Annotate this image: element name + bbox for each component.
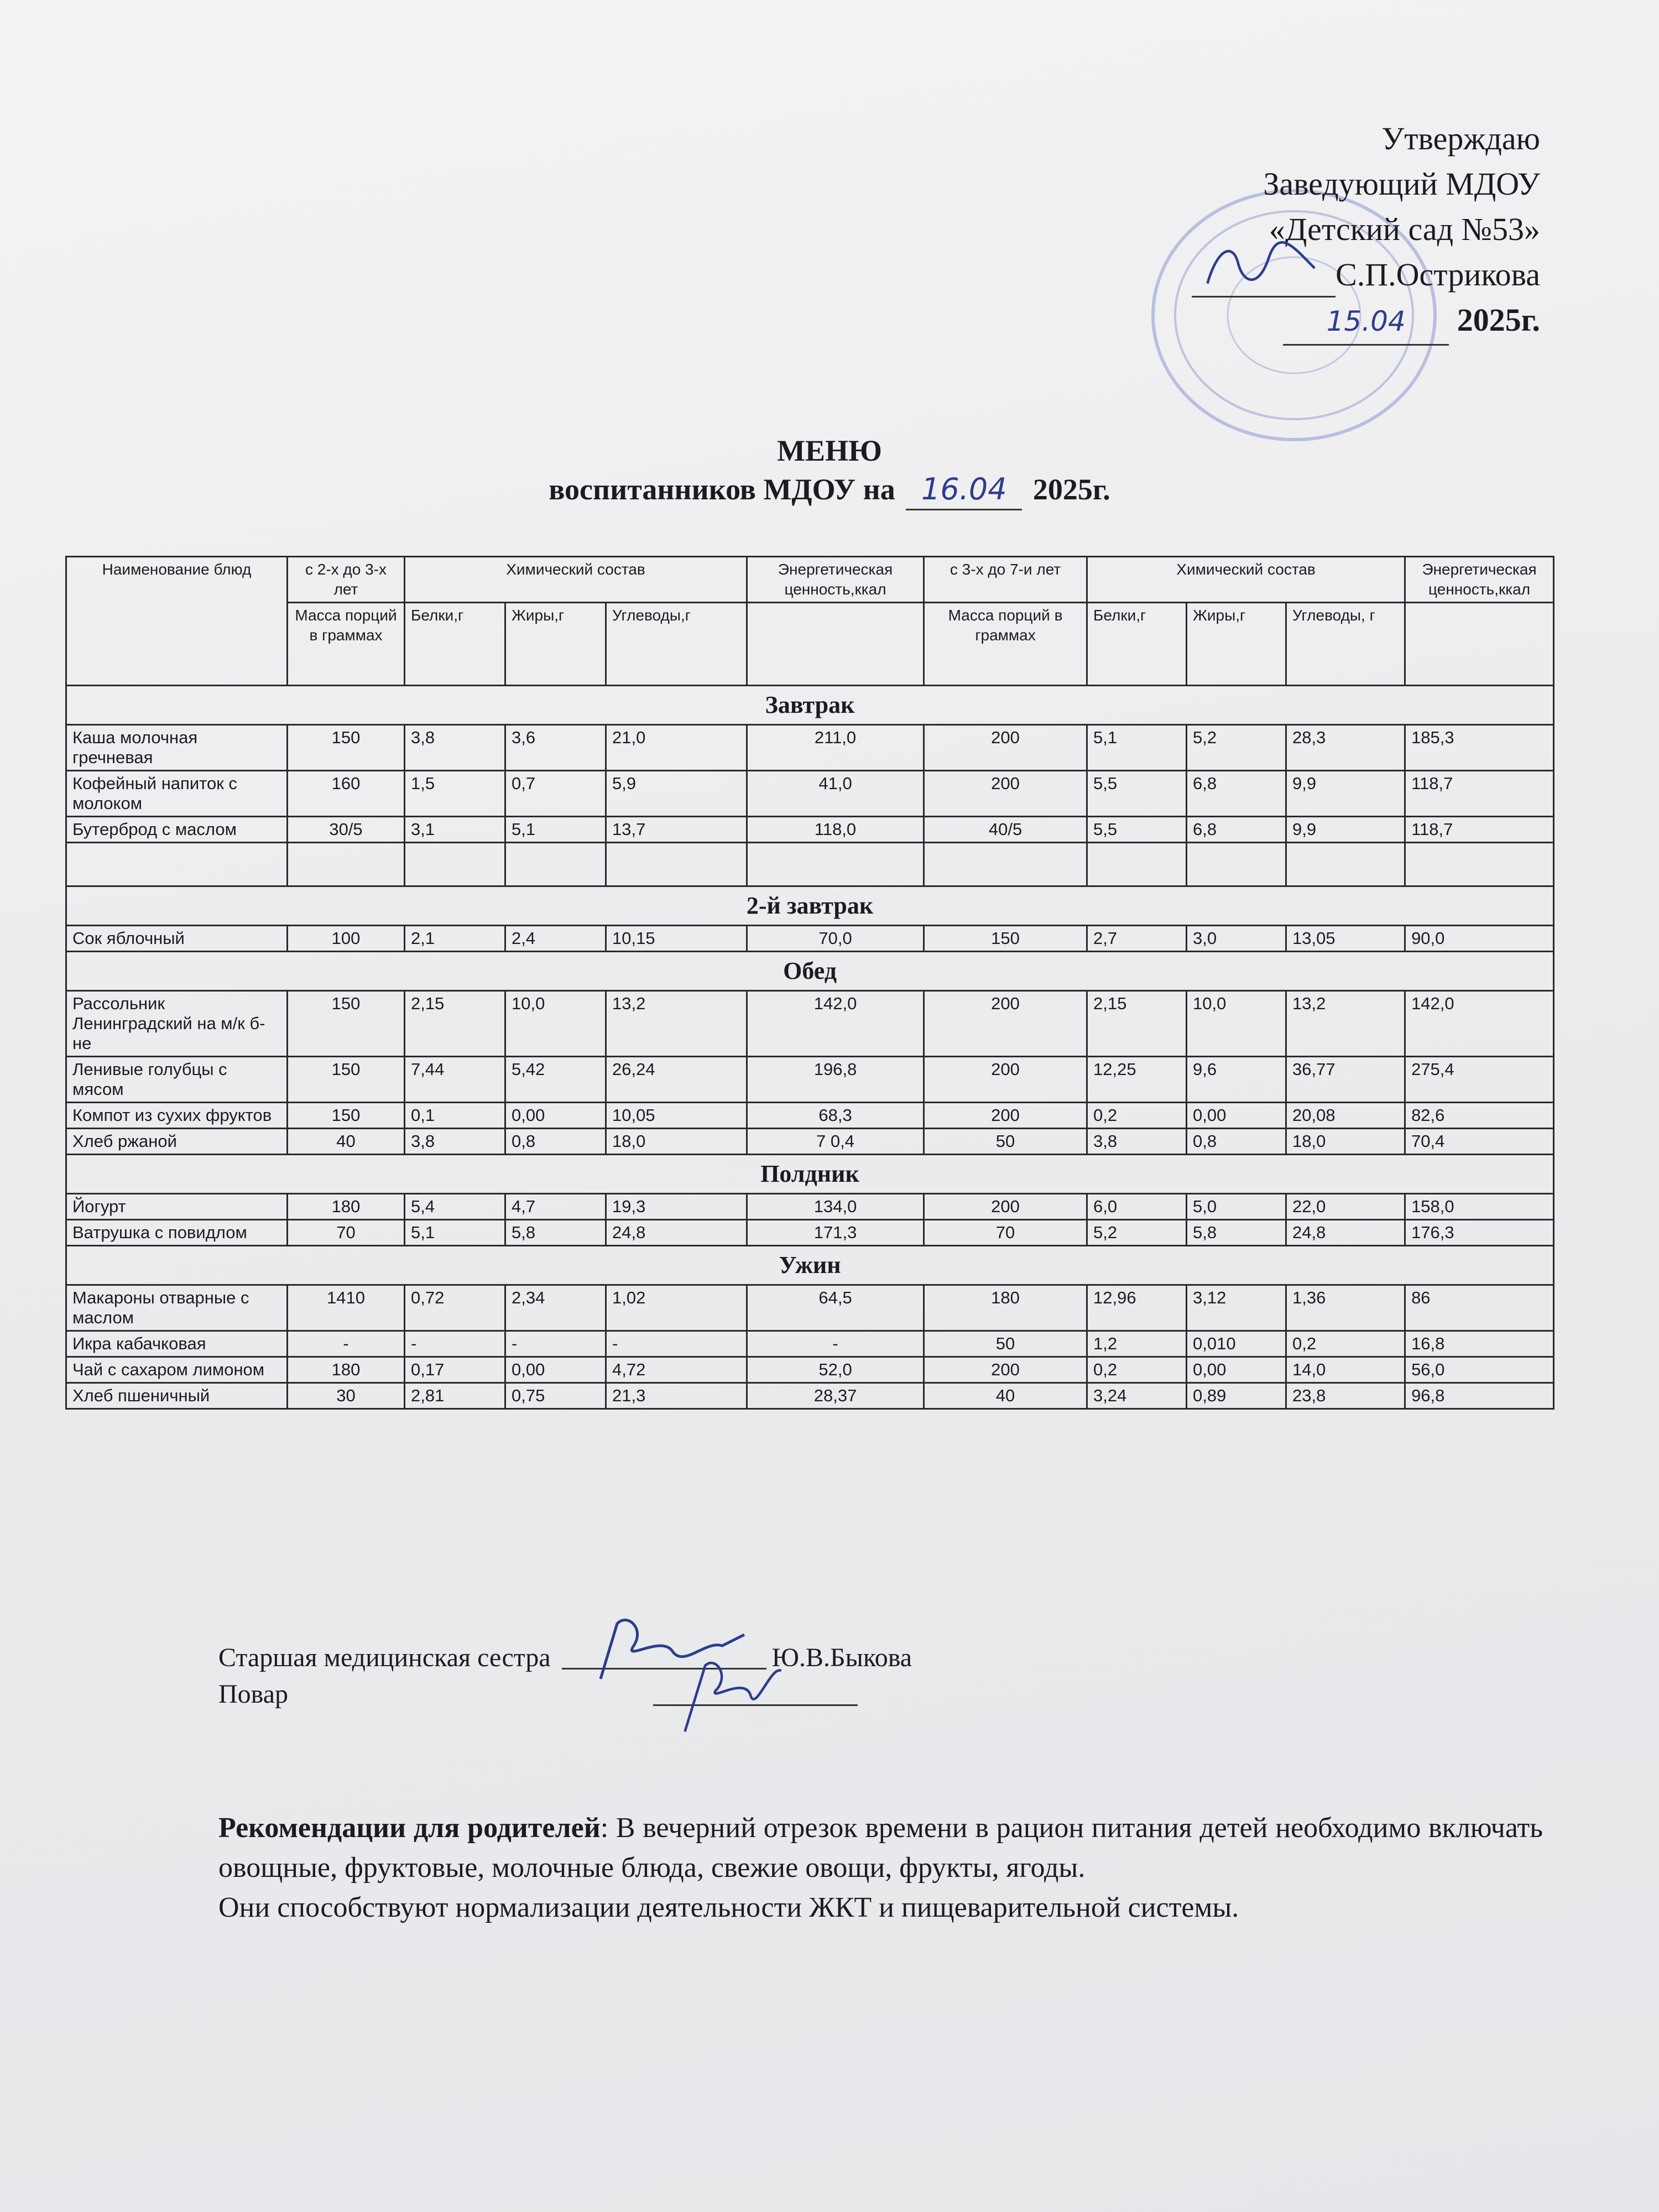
table-row xyxy=(66,817,1554,843)
value-cell: 5,5 xyxy=(1087,771,1187,817)
value-cell: 160 xyxy=(288,771,405,817)
dish-name-cell: Компот из сухих фруктов xyxy=(66,1103,288,1129)
value-cell xyxy=(606,843,747,886)
section-title: Полдник xyxy=(66,1155,1554,1194)
value-cell: 12,25 xyxy=(1087,1057,1187,1103)
table-row xyxy=(66,1285,1554,1331)
section-header xyxy=(66,886,1554,926)
table-row xyxy=(66,1383,1554,1409)
table-row xyxy=(66,1129,1554,1155)
value-cell: 18,0 xyxy=(1286,1129,1405,1155)
value-cell: 52,0 xyxy=(747,1357,924,1383)
value-cell: 200 xyxy=(924,1103,1087,1129)
value-cell: 28,3 xyxy=(1286,725,1405,771)
section-header xyxy=(66,1246,1554,1285)
section-title: Обед xyxy=(66,952,1554,991)
dish-name-cell xyxy=(66,843,288,886)
value-cell xyxy=(1187,843,1286,886)
value-cell: 28,37 xyxy=(747,1383,924,1409)
dish-name-cell: Чай с сахаром лимоном xyxy=(66,1357,288,1383)
recommendations-text-1: : В вечерний отрезок времени в рацион питания детей необходимо включать овощные, фруктовые, молочные блюда, свежие овощи, фрукты, ягоды. xyxy=(218,1812,1543,1884)
director-signature-icon xyxy=(1197,235,1330,301)
value-cell: 10,0 xyxy=(1187,991,1286,1057)
section-title: Завтрак xyxy=(66,686,1554,725)
value-cell: 7,44 xyxy=(405,1057,505,1103)
section-header xyxy=(66,686,1554,725)
dish-name-cell: Рассольник Ленинградский на м/к б-не xyxy=(66,991,288,1057)
value-cell: 24,8 xyxy=(1286,1220,1405,1246)
value-cell: 5,1 xyxy=(505,817,606,843)
header-fat-2: Жиры,г xyxy=(1187,603,1286,686)
value-cell: 211,0 xyxy=(747,725,924,771)
title-date: 16.04 xyxy=(906,470,1022,510)
value-cell: 12,96 xyxy=(1087,1285,1187,1331)
value-cell: 142,0 xyxy=(1405,991,1554,1057)
value-cell: 180 xyxy=(288,1357,405,1383)
dish-name-cell: Йогурт xyxy=(66,1194,288,1220)
value-cell: 1410 xyxy=(288,1285,405,1331)
value-cell: 2,15 xyxy=(405,991,505,1057)
header-row-1 xyxy=(66,557,1554,603)
value-cell: 68,3 xyxy=(747,1103,924,1129)
recommendations-paragraph-2: Они способствуют нормализации деятельности ЖКТ и пищеварительной системы. xyxy=(218,1892,1239,1923)
header-carbs: Углеводы,г xyxy=(606,603,747,686)
approval-line-3: «Детский сад №53» xyxy=(1269,211,1540,247)
value-cell: 5,42 xyxy=(505,1057,606,1103)
value-cell: 1,5 xyxy=(405,771,505,817)
value-cell: 0,1 xyxy=(405,1103,505,1129)
value-cell: 118,7 xyxy=(1405,817,1554,843)
value-cell xyxy=(1087,843,1187,886)
value-cell: 70 xyxy=(924,1220,1087,1246)
approval-date-handwritten: 15.04 xyxy=(1283,299,1449,346)
value-cell: 0,72 xyxy=(405,1285,505,1331)
value-cell: - xyxy=(288,1331,405,1357)
header-energy: Энергетическая ценность,ккал xyxy=(747,557,924,603)
value-cell: 134,0 xyxy=(747,1194,924,1220)
value-cell: 64,5 xyxy=(747,1285,924,1331)
recommendations-paragraph-1 xyxy=(218,1808,1543,1888)
value-cell: 171,3 xyxy=(747,1220,924,1246)
header-carbs-2: Углеводы, г xyxy=(1286,603,1405,686)
nurse-name: Ю.В.Быкова xyxy=(771,1643,912,1672)
value-cell: 3,8 xyxy=(405,1129,505,1155)
value-cell: 1,2 xyxy=(1087,1331,1187,1357)
value-cell: 200 xyxy=(924,725,1087,771)
value-cell xyxy=(747,843,924,886)
title-menu: МЕНЮ xyxy=(777,434,882,467)
value-cell: 50 xyxy=(924,1331,1087,1357)
value-cell: 2,34 xyxy=(505,1285,606,1331)
dish-name-cell: Хлеб ржаной xyxy=(66,1129,288,1155)
value-cell: 5,9 xyxy=(606,771,747,817)
value-cell: 0,00 xyxy=(1187,1103,1286,1129)
value-cell: - xyxy=(505,1331,606,1357)
value-cell: 180 xyxy=(288,1194,405,1220)
value-cell: 3,8 xyxy=(405,725,505,771)
value-cell: 16,8 xyxy=(1405,1331,1554,1357)
title-subtitle xyxy=(0,470,1659,510)
approval-line-5 xyxy=(1186,298,1540,346)
value-cell: 200 xyxy=(924,1357,1087,1383)
value-cell: 9,9 xyxy=(1286,817,1405,843)
dish-name-cell: Кофейный напиток с молоком xyxy=(66,771,288,817)
header-protein-2: Белки,г xyxy=(1087,603,1187,686)
table-row xyxy=(66,725,1554,771)
value-cell xyxy=(505,843,606,886)
value-cell: 2,7 xyxy=(1087,926,1187,952)
approval-line-1: Утверждаю xyxy=(1381,121,1540,156)
value-cell: 1,36 xyxy=(1286,1285,1405,1331)
value-cell: 6,8 xyxy=(1187,817,1286,843)
cook-label: Повар xyxy=(218,1679,288,1709)
header-dish: Наименование блюд xyxy=(66,557,288,686)
value-cell: 200 xyxy=(924,1057,1087,1103)
section-header xyxy=(66,1155,1554,1194)
menu-body xyxy=(66,686,1554,1409)
cook-signature-icon xyxy=(670,1655,791,1738)
value-cell: 56,0 xyxy=(1405,1357,1554,1383)
value-cell: 2,15 xyxy=(1087,991,1187,1057)
value-cell: 0,7 xyxy=(505,771,606,817)
value-cell: - xyxy=(606,1331,747,1357)
value-cell: 196,8 xyxy=(747,1057,924,1103)
value-cell: 7 0,4 xyxy=(747,1129,924,1155)
table-row xyxy=(66,991,1554,1057)
dish-name-cell: Сок яблочный xyxy=(66,926,288,952)
value-cell: 150 xyxy=(288,1057,405,1103)
value-cell: 86 xyxy=(1405,1285,1554,1331)
value-cell: 0,00 xyxy=(1187,1357,1286,1383)
value-cell: 6,8 xyxy=(1187,771,1286,817)
value-cell: 100 xyxy=(288,926,405,952)
value-cell: 18,0 xyxy=(606,1129,747,1155)
value-cell: 200 xyxy=(924,991,1087,1057)
dish-name-cell: Бутерброд с маслом xyxy=(66,817,288,843)
value-cell: 22,0 xyxy=(1286,1194,1405,1220)
value-cell: 5,8 xyxy=(505,1220,606,1246)
value-cell: 0,2 xyxy=(1286,1331,1405,1357)
value-cell: 150 xyxy=(924,926,1087,952)
dish-name-cell: Ленивые голубцы с мясом xyxy=(66,1057,288,1103)
value-cell: 150 xyxy=(288,725,405,771)
table-row xyxy=(66,926,1554,952)
header-energy-2-blank xyxy=(1405,603,1554,686)
value-cell: 3,0 xyxy=(1187,926,1286,952)
approval-signature xyxy=(1192,268,1335,298)
value-cell: 96,8 xyxy=(1405,1383,1554,1409)
value-cell: 24,8 xyxy=(606,1220,747,1246)
value-cell: 10,15 xyxy=(606,926,747,952)
table-row xyxy=(66,1057,1554,1103)
value-cell: 30/5 xyxy=(288,817,405,843)
value-cell: - xyxy=(747,1331,924,1357)
value-cell: 21,0 xyxy=(606,725,747,771)
value-cell: 200 xyxy=(924,771,1087,817)
value-cell: 13,7 xyxy=(606,817,747,843)
table-row xyxy=(66,843,1554,886)
value-cell: 0,00 xyxy=(505,1103,606,1129)
table-row xyxy=(66,1220,1554,1246)
value-cell: 90,0 xyxy=(1405,926,1554,952)
value-cell: 2,1 xyxy=(405,926,505,952)
table-row xyxy=(66,1194,1554,1220)
header-mass: Масса порций в граммах xyxy=(288,603,405,686)
value-cell: 6,0 xyxy=(1087,1194,1187,1220)
value-cell: 3,24 xyxy=(1087,1383,1187,1409)
dish-name-cell: Макароны отварные с маслом xyxy=(66,1285,288,1331)
value-cell: 0,8 xyxy=(505,1129,606,1155)
value-cell: 158,0 xyxy=(1405,1194,1554,1220)
value-cell: 3,12 xyxy=(1187,1285,1286,1331)
approval-line-2: Заведующий МДОУ xyxy=(1263,166,1540,202)
dish-name-cell: Каша молочная гречневая xyxy=(66,725,288,771)
value-cell: 118,7 xyxy=(1405,771,1554,817)
value-cell: 142,0 xyxy=(747,991,924,1057)
value-cell: 40 xyxy=(288,1129,405,1155)
section-title: 2-й завтрак xyxy=(66,886,1554,926)
approval-year: 2025г. xyxy=(1457,302,1540,338)
header-fat: Жиры,г xyxy=(505,603,606,686)
value-cell: 0,2 xyxy=(1087,1103,1187,1129)
section-title: Ужин xyxy=(66,1246,1554,1285)
value-cell: - xyxy=(405,1331,505,1357)
value-cell: 150 xyxy=(288,991,405,1057)
value-cell: 40 xyxy=(924,1383,1087,1409)
header-mass-2: Масса порций в граммах xyxy=(924,603,1087,686)
value-cell: 21,3 xyxy=(606,1383,747,1409)
value-cell: 1,02 xyxy=(606,1285,747,1331)
value-cell: 40/5 xyxy=(924,817,1087,843)
nurse-label: Старшая медицинская сестра xyxy=(218,1643,551,1672)
cook-signature-row xyxy=(218,1676,912,1713)
title-prefix: воспитанников МДОУ на xyxy=(549,473,895,506)
value-cell: 2,81 xyxy=(405,1383,505,1409)
value-cell: 82,6 xyxy=(1405,1103,1554,1129)
value-cell: 5,1 xyxy=(1087,725,1187,771)
signatures-block xyxy=(218,1640,912,1713)
dish-name-cell: Икра кабачковая xyxy=(66,1331,288,1357)
value-cell: 9,6 xyxy=(1187,1057,1286,1103)
value-cell: 185,3 xyxy=(1405,725,1554,771)
value-cell: 70,4 xyxy=(1405,1129,1554,1155)
value-cell: 3,1 xyxy=(405,817,505,843)
value-cell: 19,3 xyxy=(606,1194,747,1220)
value-cell: 23,8 xyxy=(1286,1383,1405,1409)
value-cell: 4,72 xyxy=(606,1357,747,1383)
header-chem: Химический состав xyxy=(405,557,747,603)
page-title xyxy=(0,431,1659,510)
director-name: С.П.Острикова xyxy=(1335,257,1540,293)
header-age-old: с 3-х до 7-и лет xyxy=(924,557,1087,603)
menu-table xyxy=(65,556,1554,1410)
value-cell: 36,77 xyxy=(1286,1057,1405,1103)
value-cell: 118,0 xyxy=(747,817,924,843)
table-row xyxy=(66,771,1554,817)
value-cell xyxy=(1405,843,1554,886)
value-cell xyxy=(924,843,1087,886)
value-cell: 26,24 xyxy=(606,1057,747,1103)
value-cell: 20,08 xyxy=(1286,1103,1405,1129)
approval-block xyxy=(1186,116,1540,346)
header-protein: Белки,г xyxy=(405,603,505,686)
value-cell: 3,6 xyxy=(505,725,606,771)
header-chem-2: Химический состав xyxy=(1087,557,1405,603)
nurse-signature-row xyxy=(218,1640,912,1676)
recommendations xyxy=(218,1808,1543,1928)
cook-signature-line xyxy=(653,1704,858,1706)
value-cell xyxy=(405,843,505,886)
value-cell: 5,1 xyxy=(405,1220,505,1246)
value-cell: 13,2 xyxy=(606,991,747,1057)
value-cell: 4,7 xyxy=(505,1194,606,1220)
value-cell: 3,8 xyxy=(1087,1129,1187,1155)
value-cell: 0,17 xyxy=(405,1357,505,1383)
value-cell xyxy=(1286,843,1405,886)
section-header xyxy=(66,952,1554,991)
value-cell: 5,8 xyxy=(1187,1220,1286,1246)
value-cell: 5,0 xyxy=(1187,1194,1286,1220)
value-cell: 180 xyxy=(924,1285,1087,1331)
table-row xyxy=(66,1331,1554,1357)
value-cell: 200 xyxy=(924,1194,1087,1220)
value-cell: 0,75 xyxy=(505,1383,606,1409)
value-cell: 0,2 xyxy=(1087,1357,1187,1383)
value-cell: 13,05 xyxy=(1286,926,1405,952)
header-energy-blank xyxy=(747,603,924,686)
header-age-young: с 2-х до 3-х лет xyxy=(288,557,405,603)
dish-name-cell: Ватрушка с повидлом xyxy=(66,1220,288,1246)
value-cell: 0,89 xyxy=(1187,1383,1286,1409)
value-cell: 275,4 xyxy=(1405,1057,1554,1103)
title-year: 2025г. xyxy=(1032,473,1110,506)
value-cell: 0,010 xyxy=(1187,1331,1286,1357)
value-cell: 50 xyxy=(924,1129,1087,1155)
approval-line-4 xyxy=(1186,252,1540,298)
value-cell: 2,4 xyxy=(505,926,606,952)
value-cell: 10,05 xyxy=(606,1103,747,1129)
value-cell: 70,0 xyxy=(747,926,924,952)
dish-name-cell: Хлеб пшеничный xyxy=(66,1383,288,1409)
header-row-2 xyxy=(66,603,1554,686)
value-cell: 70 xyxy=(288,1220,405,1246)
value-cell: 10,0 xyxy=(505,991,606,1057)
value-cell: 5,2 xyxy=(1187,725,1286,771)
value-cell: 9,9 xyxy=(1286,771,1405,817)
value-cell: 5,2 xyxy=(1087,1220,1187,1246)
table-row xyxy=(66,1103,1554,1129)
value-cell: 5,4 xyxy=(405,1194,505,1220)
value-cell: 41,0 xyxy=(747,771,924,817)
value-cell: 30 xyxy=(288,1383,405,1409)
value-cell xyxy=(288,843,405,886)
recommendations-label: Рекомендации для родителей xyxy=(218,1812,601,1844)
value-cell: 5,5 xyxy=(1087,817,1187,843)
value-cell: 13,2 xyxy=(1286,991,1405,1057)
header-energy-2: Энергетическая ценность,ккал xyxy=(1405,557,1554,603)
value-cell: 0,00 xyxy=(505,1357,606,1383)
value-cell: 176,3 xyxy=(1405,1220,1554,1246)
value-cell: 150 xyxy=(288,1103,405,1129)
value-cell: 0,8 xyxy=(1187,1129,1286,1155)
value-cell: 14,0 xyxy=(1286,1357,1405,1383)
table-row xyxy=(66,1357,1554,1383)
